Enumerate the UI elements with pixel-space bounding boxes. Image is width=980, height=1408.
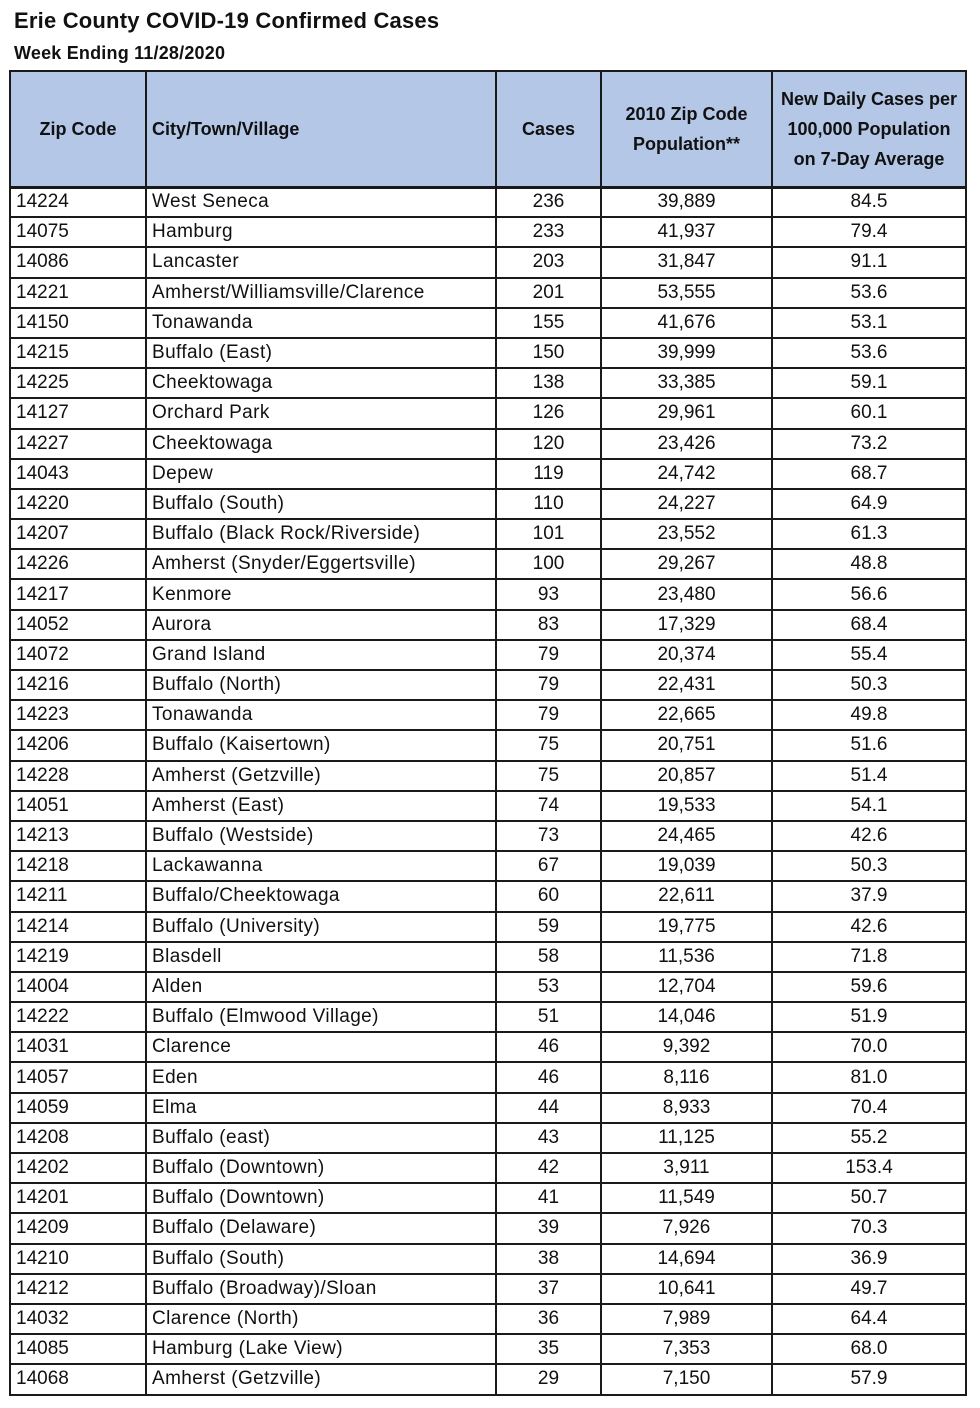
cell-rate: 53.6	[772, 338, 966, 368]
cell-population: 20,857	[601, 761, 772, 791]
cell-population: 23,426	[601, 429, 772, 459]
cell-population: 24,227	[601, 489, 772, 519]
cell-population: 29,267	[601, 549, 772, 579]
table-row	[10, 791, 966, 821]
cell-population: 22,431	[601, 670, 772, 700]
cell-population: 41,937	[601, 217, 772, 247]
cell-cases: 150	[496, 338, 601, 368]
cell-population: 7,989	[601, 1304, 772, 1334]
table-row	[10, 972, 966, 1002]
cell-city: Buffalo (Broadway)/Sloan	[146, 1274, 496, 1304]
cell-cases: 60	[496, 881, 601, 911]
cell-population: 17,329	[601, 610, 772, 640]
cell-zip-code: 14222	[10, 1002, 146, 1032]
cell-population: 31,847	[601, 247, 772, 277]
cell-city: Buffalo (University)	[146, 912, 496, 942]
cell-city: Buffalo (Elmwood Village)	[146, 1002, 496, 1032]
cell-cases: 126	[496, 398, 601, 428]
table-row	[10, 1334, 966, 1364]
table-row	[10, 308, 966, 338]
cell-cases: 51	[496, 1002, 601, 1032]
cell-rate: 64.9	[772, 489, 966, 519]
cell-population: 33,385	[601, 368, 772, 398]
cell-city: Buffalo (North)	[146, 670, 496, 700]
cell-cases: 43	[496, 1123, 601, 1153]
table-row	[10, 881, 966, 911]
table-row	[10, 489, 966, 519]
cell-rate: 68.7	[772, 459, 966, 489]
table-row	[10, 1153, 966, 1183]
cell-cases: 41	[496, 1183, 601, 1213]
cell-zip-code: 14150	[10, 308, 146, 338]
table-row	[10, 519, 966, 549]
cell-rate: 79.4	[772, 217, 966, 247]
cell-zip-code: 14218	[10, 851, 146, 881]
header-zip-code: Zip Code	[10, 71, 146, 187]
cell-rate: 51.9	[772, 1002, 966, 1032]
cell-cases: 67	[496, 851, 601, 881]
table-row	[10, 429, 966, 459]
table-body	[10, 187, 966, 1395]
table-row	[10, 1032, 966, 1062]
cell-cases: 58	[496, 942, 601, 972]
cell-rate: 37.9	[772, 881, 966, 911]
cell-rate: 57.9	[772, 1364, 966, 1394]
cell-zip-code: 14223	[10, 700, 146, 730]
table-row	[10, 579, 966, 609]
cell-zip-code: 14210	[10, 1244, 146, 1274]
cell-zip-code: 14004	[10, 972, 146, 1002]
cell-population: 29,961	[601, 398, 772, 428]
cell-cases: 36	[496, 1304, 601, 1334]
cell-population: 14,046	[601, 1002, 772, 1032]
cell-zip-code: 14086	[10, 247, 146, 277]
cell-zip-code: 14209	[10, 1213, 146, 1243]
cell-rate: 70.4	[772, 1093, 966, 1123]
cell-population: 7,150	[601, 1364, 772, 1394]
table-row	[10, 761, 966, 791]
cell-city: Hamburg (Lake View)	[146, 1334, 496, 1364]
table-row	[10, 1123, 966, 1153]
cell-zip-code: 14221	[10, 278, 146, 308]
cell-rate: 36.9	[772, 1244, 966, 1274]
cell-city: Elma	[146, 1093, 496, 1123]
table-row	[10, 730, 966, 760]
cell-cases: 119	[496, 459, 601, 489]
cell-cases: 110	[496, 489, 601, 519]
table-row	[10, 1244, 966, 1274]
cell-zip-code: 14224	[10, 187, 146, 217]
cell-city: Lackawanna	[146, 851, 496, 881]
cell-cases: 79	[496, 700, 601, 730]
cell-city: Buffalo (East)	[146, 338, 496, 368]
cell-city: Cheektowaga	[146, 429, 496, 459]
cell-rate: 49.7	[772, 1274, 966, 1304]
cell-rate: 68.0	[772, 1334, 966, 1364]
table-row	[10, 187, 966, 217]
cell-population: 24,465	[601, 821, 772, 851]
cell-city: Buffalo (South)	[146, 1244, 496, 1274]
cell-city: Eden	[146, 1062, 496, 1092]
cell-city: Blasdell	[146, 942, 496, 972]
table-row	[10, 1213, 966, 1243]
cell-rate: 91.1	[772, 247, 966, 277]
cell-rate: 70.0	[772, 1032, 966, 1062]
cell-rate: 50.7	[772, 1183, 966, 1213]
cell-city: Amherst/Williamsville/Clarence	[146, 278, 496, 308]
cell-city: Buffalo/Cheektowaga	[146, 881, 496, 911]
cell-cases: 79	[496, 670, 601, 700]
table-row	[10, 1304, 966, 1334]
cell-rate: 53.1	[772, 308, 966, 338]
cell-zip-code: 14059	[10, 1093, 146, 1123]
table-row	[10, 640, 966, 670]
cell-rate: 56.6	[772, 579, 966, 609]
cell-cases: 35	[496, 1334, 601, 1364]
cell-zip-code: 14031	[10, 1032, 146, 1062]
cell-cases: 138	[496, 368, 601, 398]
cell-zip-code: 14051	[10, 791, 146, 821]
table-row	[10, 1274, 966, 1304]
cell-zip-code: 14208	[10, 1123, 146, 1153]
cell-city: Tonawanda	[146, 308, 496, 338]
cell-zip-code: 14213	[10, 821, 146, 851]
cell-zip-code: 14211	[10, 881, 146, 911]
cell-city: Buffalo (Downtown)	[146, 1153, 496, 1183]
cell-rate: 55.4	[772, 640, 966, 670]
cell-zip-code: 14225	[10, 368, 146, 398]
cell-population: 14,694	[601, 1244, 772, 1274]
document-title: Erie County COVID-19 Confirmed Cases	[14, 8, 440, 33]
cell-rate: 49.8	[772, 700, 966, 730]
cell-population: 19,775	[601, 912, 772, 942]
table-row	[10, 1364, 966, 1394]
cell-zip-code: 14043	[10, 459, 146, 489]
cell-cases: 201	[496, 278, 601, 308]
cell-population: 8,116	[601, 1062, 772, 1092]
cell-zip-code: 14212	[10, 1274, 146, 1304]
cell-zip-code: 14226	[10, 549, 146, 579]
cell-zip-code: 14214	[10, 912, 146, 942]
cell-population: 9,392	[601, 1032, 772, 1062]
cell-cases: 42	[496, 1153, 601, 1183]
cell-population: 20,751	[601, 730, 772, 760]
cell-city: Hamburg	[146, 217, 496, 247]
cell-cases: 93	[496, 579, 601, 609]
cell-rate: 50.3	[772, 670, 966, 700]
cell-population: 8,933	[601, 1093, 772, 1123]
cell-city: Buffalo (Kaisertown)	[146, 730, 496, 760]
cell-cases: 75	[496, 730, 601, 760]
cell-population: 11,549	[601, 1183, 772, 1213]
cell-zip-code: 14217	[10, 579, 146, 609]
cell-rate: 42.6	[772, 821, 966, 851]
cell-population: 12,704	[601, 972, 772, 1002]
cell-population: 10,641	[601, 1274, 772, 1304]
cell-city: Lancaster	[146, 247, 496, 277]
cell-cases: 46	[496, 1032, 601, 1062]
cell-city: Amherst (Snyder/Eggertsville)	[146, 549, 496, 579]
cell-zip-code: 14068	[10, 1364, 146, 1394]
cell-rate: 70.3	[772, 1213, 966, 1243]
cell-population: 23,480	[601, 579, 772, 609]
cell-city: Amherst (Getzville)	[146, 1364, 496, 1394]
cell-population: 22,665	[601, 700, 772, 730]
cell-zip-code: 14219	[10, 942, 146, 972]
cell-zip-code: 14032	[10, 1304, 146, 1334]
cell-rate: 53.6	[772, 278, 966, 308]
cell-city: Depew	[146, 459, 496, 489]
cell-city: Buffalo (east)	[146, 1123, 496, 1153]
table-row	[10, 610, 966, 640]
cell-cases: 74	[496, 791, 601, 821]
cell-city: Buffalo (Black Rock/Riverside)	[146, 519, 496, 549]
cell-rate: 55.2	[772, 1123, 966, 1153]
cell-rate: 73.2	[772, 429, 966, 459]
header-row	[10, 71, 966, 187]
table-row	[10, 1093, 966, 1123]
cell-cases: 203	[496, 247, 601, 277]
cell-zip-code: 14215	[10, 338, 146, 368]
cell-rate: 153.4	[772, 1153, 966, 1183]
cell-rate: 51.4	[772, 761, 966, 791]
cell-population: 20,374	[601, 640, 772, 670]
table-row	[10, 1183, 966, 1213]
cell-city: Buffalo (South)	[146, 489, 496, 519]
cell-cases: 236	[496, 187, 601, 217]
cell-zip-code: 14075	[10, 217, 146, 247]
cell-population: 39,999	[601, 338, 772, 368]
cell-population: 41,676	[601, 308, 772, 338]
cell-city: West Seneca	[146, 187, 496, 217]
table-row	[10, 912, 966, 942]
cell-zip-code: 14227	[10, 429, 146, 459]
cell-population: 7,926	[601, 1213, 772, 1243]
cell-city: Amherst (Getzville)	[146, 761, 496, 791]
cell-zip-code: 14052	[10, 610, 146, 640]
cell-cases: 75	[496, 761, 601, 791]
cell-city: Tonawanda	[146, 700, 496, 730]
cell-city: Amherst (East)	[146, 791, 496, 821]
cell-population: 7,353	[601, 1334, 772, 1364]
cell-population: 11,536	[601, 942, 772, 972]
cell-rate: 42.6	[772, 912, 966, 942]
table-row	[10, 368, 966, 398]
cell-cases: 53	[496, 972, 601, 1002]
cell-city: Clarence	[146, 1032, 496, 1062]
cell-rate: 59.1	[772, 368, 966, 398]
cell-rate: 84.5	[772, 187, 966, 217]
cell-rate: 50.3	[772, 851, 966, 881]
cell-population: 3,911	[601, 1153, 772, 1183]
cell-zip-code: 14202	[10, 1153, 146, 1183]
cell-population: 24,742	[601, 459, 772, 489]
cell-population: 23,552	[601, 519, 772, 549]
table-row	[10, 338, 966, 368]
cell-city: Cheektowaga	[146, 368, 496, 398]
cell-zip-code: 14057	[10, 1062, 146, 1092]
cell-zip-code: 14216	[10, 670, 146, 700]
cell-city: Buffalo (Westside)	[146, 821, 496, 851]
cell-city: Kenmore	[146, 579, 496, 609]
cell-population: 53,555	[601, 278, 772, 308]
cell-cases: 100	[496, 549, 601, 579]
header-city: City/Town/Village	[146, 71, 496, 187]
cell-city: Buffalo (Downtown)	[146, 1183, 496, 1213]
table-row	[10, 217, 966, 247]
cell-rate: 54.1	[772, 791, 966, 821]
cell-zip-code: 14207	[10, 519, 146, 549]
cell-cases: 120	[496, 429, 601, 459]
cell-cases: 83	[496, 610, 601, 640]
header-population: 2010 Zip Code Population**	[601, 71, 772, 187]
cell-population: 19,533	[601, 791, 772, 821]
cell-city: Buffalo (Delaware)	[146, 1213, 496, 1243]
cell-cases: 46	[496, 1062, 601, 1092]
cell-cases: 79	[496, 640, 601, 670]
cell-rate: 48.8	[772, 549, 966, 579]
cell-cases: 39	[496, 1213, 601, 1243]
cell-rate: 81.0	[772, 1062, 966, 1092]
table-row	[10, 942, 966, 972]
table-row	[10, 1002, 966, 1032]
cell-zip-code: 14220	[10, 489, 146, 519]
cell-zip-code: 14201	[10, 1183, 146, 1213]
table-row	[10, 459, 966, 489]
cases-table	[9, 70, 967, 1396]
header-cases: Cases	[496, 71, 601, 187]
cell-rate: 60.1	[772, 398, 966, 428]
header-rate: New Daily Cases per 100,000 Population on 7-Day Average	[772, 71, 966, 187]
table-row	[10, 398, 966, 428]
cell-zip-code: 14072	[10, 640, 146, 670]
cell-rate: 51.6	[772, 730, 966, 760]
cell-cases: 73	[496, 821, 601, 851]
cell-city: Alden	[146, 972, 496, 1002]
cell-cases: 38	[496, 1244, 601, 1274]
cell-population: 11,125	[601, 1123, 772, 1153]
cell-cases: 29	[496, 1364, 601, 1394]
cell-cases: 37	[496, 1274, 601, 1304]
cell-rate: 68.4	[772, 610, 966, 640]
cell-city: Aurora	[146, 610, 496, 640]
cell-rate: 71.8	[772, 942, 966, 972]
table-row	[10, 549, 966, 579]
cell-city: Clarence (North)	[146, 1304, 496, 1334]
table-row	[10, 278, 966, 308]
cell-zip-code: 14206	[10, 730, 146, 760]
cell-cases: 44	[496, 1093, 601, 1123]
cell-city: Orchard Park	[146, 398, 496, 428]
cell-cases: 233	[496, 217, 601, 247]
cell-cases: 59	[496, 912, 601, 942]
cell-cases: 101	[496, 519, 601, 549]
cell-population: 39,889	[601, 187, 772, 217]
table-row	[10, 700, 966, 730]
cell-cases: 155	[496, 308, 601, 338]
cell-population: 19,039	[601, 851, 772, 881]
cell-zip-code: 14228	[10, 761, 146, 791]
cell-rate: 59.6	[772, 972, 966, 1002]
cell-zip-code: 14085	[10, 1334, 146, 1364]
cell-zip-code: 14127	[10, 398, 146, 428]
cell-population: 22,611	[601, 881, 772, 911]
table-row	[10, 821, 966, 851]
table-row	[10, 247, 966, 277]
table-row	[10, 1062, 966, 1092]
cell-city: Grand Island	[146, 640, 496, 670]
table-row	[10, 851, 966, 881]
document-subtitle: Week Ending 11/28/2020	[14, 43, 226, 63]
cell-rate: 61.3	[772, 519, 966, 549]
table-row	[10, 670, 966, 700]
cell-rate: 64.4	[772, 1304, 966, 1334]
